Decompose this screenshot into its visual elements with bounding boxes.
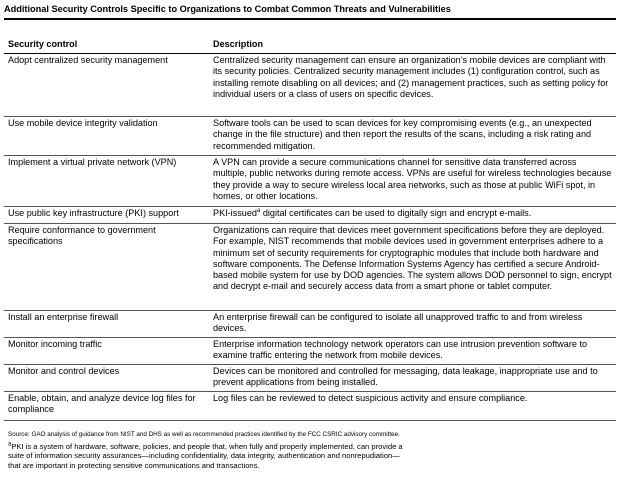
description-cell	[209, 207, 616, 223]
description-text: PKI-issued	[213, 208, 257, 219]
control-cell: Install an enterprise firewall	[8, 312, 119, 323]
control-cell: Monitor incoming traffic	[8, 339, 102, 350]
control-cell: Enable, obtain, and analyze device log files for compliance	[8, 393, 196, 415]
table-row	[4, 156, 616, 207]
table-row	[4, 365, 616, 392]
description-cell: A VPN can provide a secure communications channel for sensitive data transferred across multiple, public networks during remote access. VPNs are useful for wireless technologies because they provide a way to secure wireless local area networks, such as those at public WiFi spot, in homes, or other locations.	[213, 157, 612, 201]
table-row	[4, 207, 616, 224]
description-cell: Software tools can be used to scan devices for key compromising events (e.g., an unexpected change in the file structure) and then report the results of the scans, including a risk rating and recommended mitigation.	[213, 118, 592, 151]
description-text: digital certificates can be used to digitally sign and encrypt e-mails.	[260, 208, 532, 219]
source-note: Source: GAO analysis of guidance from NIST and DHS as well as recommended practices identified by the FCC CSRIC advisory committee.	[8, 431, 400, 438]
footnote	[8, 442, 412, 470]
description-cell: Organizations can require that devices meet government specifications before they are deployed. For example, NIST recommends that mobile devices used in government enterprises adhere to a minimum set of security requirements for cryptographic modules that include both hardware and software components. The Defense Information Systems Agency has certified a secure Android-based mobile system for use by DOD agencies. The system allows DOD personnel to sign, encrypt and decrypt e-mail and securely access data from a smart phone or tablet computer.	[213, 225, 612, 292]
description-cell: Centralized security management can ensure an organization’s mobile devices are compliant with its security policies. Centralized security management includes (1) configuration control, such as installing remote disabling on all devices; and (2) management practices, such as setting policy for individual users or a class of users on specific devices.	[213, 55, 609, 99]
description-cell: Log files can be reviewed to detect suspicious activity and ensure compliance.	[213, 393, 528, 404]
table-row	[4, 224, 616, 311]
control-cell: Adopt centralized security management	[8, 55, 168, 66]
table-row	[4, 338, 616, 365]
control-cell: Monitor and control devices	[8, 366, 120, 377]
description-cell: Enterprise information technology network operators can use intrusion prevention software to examine traffic entering the network from mobile devices.	[213, 339, 588, 361]
table-row	[4, 117, 616, 156]
table-title: Additional Security Controls Specific to Organizations to Combat Common Threats and Vulnerabilities	[4, 2, 616, 20]
footnote-marker: a	[8, 441, 12, 448]
header-security-control: Security control	[8, 39, 78, 49]
control-cell: Use public key infrastructure (PKI) support	[8, 208, 179, 219]
table-row	[4, 392, 616, 421]
table-row	[4, 54, 616, 117]
control-cell: Require conformance to government specifications	[8, 225, 156, 247]
footnote-text: PKI is a system of hardware, software, policies, and people that, when fully and properly implemented, can provide a suite of information security assurances—including confidentiality, data integrity, authentication and nonrepudiation—that are important in protecting sensitive communications and transactions.	[8, 442, 403, 470]
table-header-row	[4, 36, 616, 54]
table-row	[4, 311, 616, 338]
control-cell: Implement a virtual private network (VPN)	[8, 157, 177, 168]
description-cell: Devices can be monitored and controlled for messaging, data leakage, inappropriate use and to prevent applications from being installed.	[213, 366, 598, 388]
header-description: Description	[213, 39, 264, 49]
control-cell: Use mobile device integrity validation	[8, 118, 158, 129]
description-cell: An enterprise firewall can be configured to isolate all unapproved traffic to and from wireless devices.	[213, 312, 583, 334]
security-controls-table	[4, 36, 616, 421]
footnote-ref: a	[256, 208, 261, 215]
